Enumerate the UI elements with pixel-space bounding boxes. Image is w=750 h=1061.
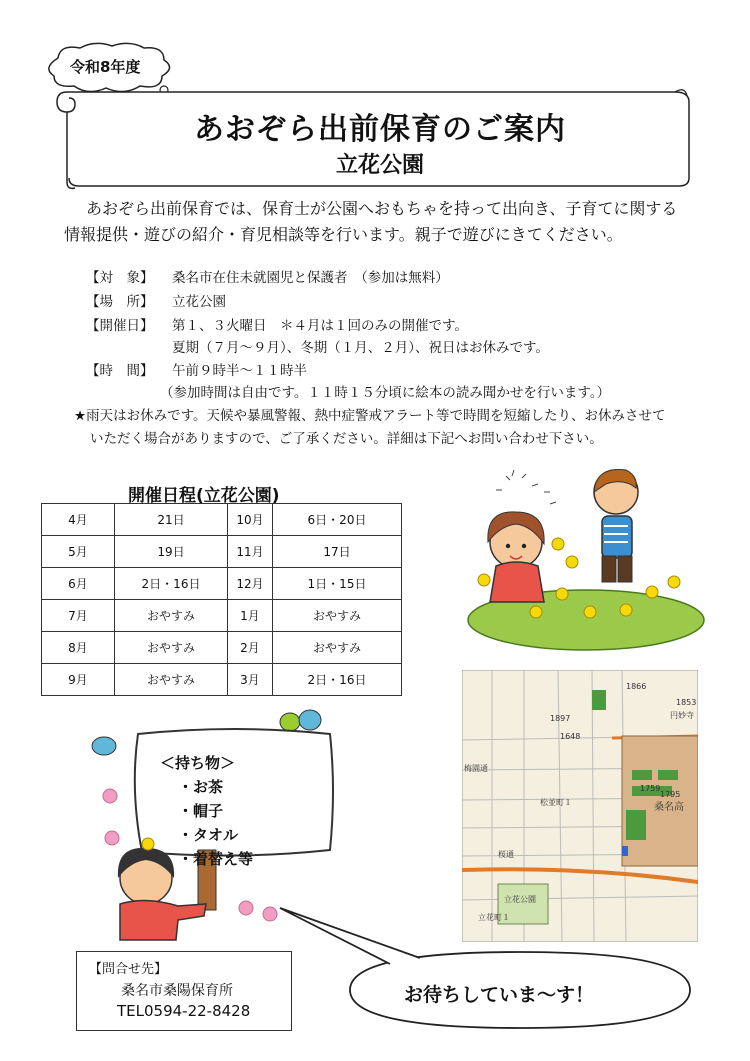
intro-line-1: あおぞら出前保育では、保育士が公園へおもちゃを持って出向き、子育てに関する [86,199,678,218]
date-cell: 19日 [115,536,228,568]
table-row [42,504,402,536]
time-label: 【時 間】 [86,363,154,379]
table-row [42,568,402,600]
contact-label: 【問合せ先】 [89,962,168,977]
month-cell: 12月 [228,568,273,600]
date-cell: 2日・16日 [273,664,402,696]
date-note: 夏期（７月～９月）、冬期（１月、２月）、祝日はお休みです。 [172,340,549,356]
target-value: 桑名市在住未就園児と保護者 （参加は無料） [172,270,449,286]
month-cell: 9月 [42,664,115,696]
map-label-enmyoji: 円妙寺 [670,711,694,720]
month-cell: 4月 [42,504,115,536]
speech-bubble [250,900,700,1030]
map-number: 1897 [550,714,571,723]
date-value: 第１、３火曜日 ＊４月は１回のみの開催です。 [172,318,468,334]
table-row [42,600,402,632]
time-note: （参加時間は自由です。１１時１５分頃に絵本の読み聞かせを行います。） [160,385,611,401]
schedule-title: 開催日程(立花公園) [128,486,280,506]
map-label-sakuradori: 桜通 [498,850,514,859]
date-cell: 21日 [115,504,228,536]
contact-phone: TEL0594-22-8428 [117,1002,251,1020]
month-cell: 5月 [42,536,115,568]
date-cell: 2日・16日 [115,568,228,600]
page-title: あおぞら出前保育のご案内 [194,112,566,147]
month-cell: 3月 [228,664,273,696]
month-cell: 8月 [42,632,115,664]
page-subtitle: 立花公園 [335,153,424,178]
speech-bubble-text: お待ちしていま～す！ [404,984,595,1006]
map-label-park: 立花公園 [504,895,536,904]
map-label-tachibanacho: 立花町１ [478,913,510,922]
date-cell: 6日・20日 [273,504,402,536]
map-number: 1853 [676,698,697,707]
month-cell: 7月 [42,600,115,632]
month-cell: 10月 [228,504,273,536]
map-label-matsunami: 松並町１ [540,798,572,807]
date-cell: おやすみ [273,632,402,664]
belongings-item: ・お茶 [178,778,224,796]
table-row [42,664,402,696]
schedule-table [41,503,402,696]
place-value: 立花公園 [172,294,226,310]
time-value: 午前９時半～１１時半 [172,363,307,379]
map-label-school: 桑名高 [654,802,684,813]
kids-playing-illustration [466,462,706,652]
date-cell: おやすみ [273,600,402,632]
map-number: 1795 [660,790,681,799]
intro-line-2: 情報提供・遊びの紹介・育児相談等を行います。親子で遊びにきてください。 [64,225,623,244]
belongings-title: ＜持ち物＞ [160,754,236,772]
belongings-item: ・タオル [178,826,239,844]
date-cell: おやすみ [115,600,228,632]
date-cell: 17日 [273,536,402,568]
rain-note-line-1: ★雨天はお休みです。天候や暴風警報、熱中症警戒アラート等で時間を短縮したり、お休みさせて [74,408,666,424]
map-label-umezono: 梅園通 [464,764,488,773]
month-cell: 11月 [228,536,273,568]
table-row [42,536,402,568]
belongings-item: ・帽子 [178,802,224,820]
fiscal-year-badge: 令和8年度 [70,58,141,76]
date-cell: おやすみ [115,664,228,696]
map-number: 1648 [560,732,581,741]
table-row [42,632,402,664]
date-cell: おやすみ [115,632,228,664]
month-cell: 1月 [228,600,273,632]
map-number: 1866 [626,682,647,691]
contact-name: 桑名市桑陽保育所 [121,983,233,999]
target-label: 【対 象】 [86,270,154,286]
month-cell: 6月 [42,568,115,600]
place-label: 【場 所】 [86,294,154,310]
intro-paragraph [64,196,714,248]
map-number: 1759 [640,784,661,793]
rain-note-line-2: いただく場合がありますので、ご了承ください。詳細は下記へお問い合わせ下さい。 [90,431,603,447]
date-label: 【開催日】 [86,318,154,334]
belongings-item: ・着替え等 [178,850,254,868]
date-cell: 1日・15日 [273,568,402,600]
month-cell: 2月 [228,632,273,664]
